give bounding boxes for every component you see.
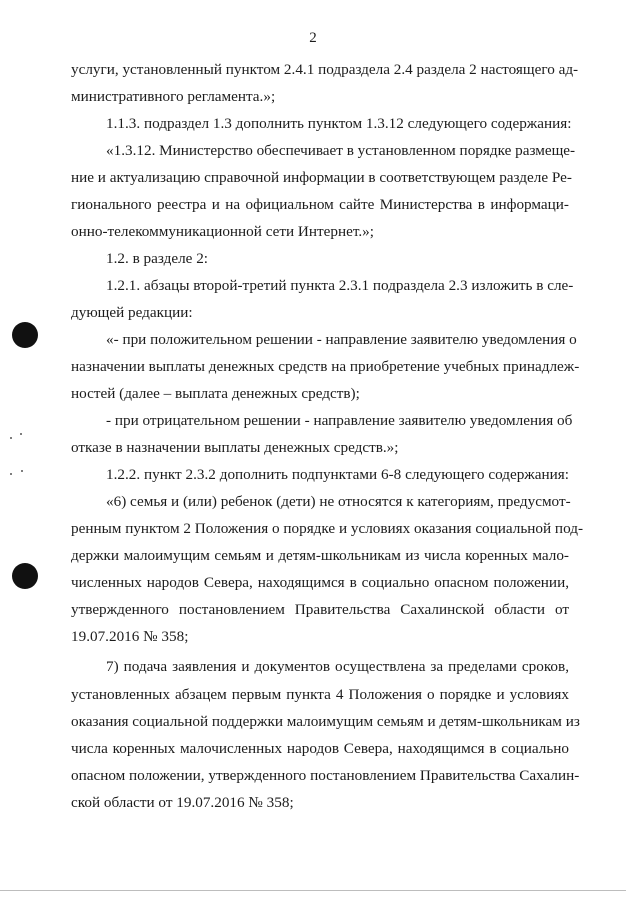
text-line: ской области от 19.07.2016 № 358; [71,794,294,811]
text-line: «- при положительном решении - направление заявителю уведомления о [106,331,577,348]
scan-speck [20,433,22,435]
text-line: дующей редакции: [71,304,193,321]
text-line: держки малоимущим семьям и детям-школьникам из числа коренных мало- [71,547,569,564]
text-line: ностей (далее – выплата денежных средств); [71,385,360,402]
text-line: услуги, установленный пунктом 2.4.1 подраздела 2.4 раздела 2 настоящего ад- [71,61,579,78]
text-line: 1.2. в разделе 2: [106,250,209,267]
text-line: оказания социальной поддержки малоимущим семьям и детям-школьникам из [71,713,580,730]
text-line: утвержденного постановлением Правительства Сахалинской области от [71,601,569,618]
scan-speck [10,437,12,439]
text-line: опасном положении, утвержденного постановлением Правительства Сахалин- [71,767,580,784]
text-line: отказе в назначении выплаты денежных средств.»; [71,439,399,456]
text-line: числа коренных малочисленных народов Севера, находящимся в социально [71,740,569,757]
scan-speck [21,470,23,472]
text-line: «6) семья и (или) ребенок (дети) не относятся к категориям, предусмот- [106,493,571,510]
punch-hole [12,322,38,348]
text-line: 1.1.3. подраздел 1.3 дополнить пунктом 1.3.12 следующего содержания: [106,115,572,132]
text-line: назначении выплаты денежных средств на приобретение учебных принадлеж- [71,358,580,375]
text-line: - при отрицательном решении - направление заявителю уведомления об [106,412,573,429]
text-line: гионального реестра и на официальном сайте Министерства в информаци- [71,196,569,213]
text-line: 1.2.2. пункт 2.3.2 дополнить подпунктами 6-8 следующего содержания: [106,466,569,483]
text-line: 7) подача заявления и документов осуществлена за пределами сроков, [106,658,569,675]
text-line: 19.07.2016 № 358; [71,628,189,645]
scan-edge-line [0,890,626,891]
scan-speck [10,473,12,475]
text-line: численных народов Севера, находящимся в социально опасном положении, [71,574,569,591]
text-line: 1.2.1. абзацы второй-третий пункта 2.3.1 подраздела 2.3 изложить в сле- [106,277,574,294]
text-line: установленных абзацем первым пункта 4 Положения о порядке и условиях [71,686,569,703]
text-line: министративного регламента.»; [71,88,276,105]
text-line: онно-телекоммуникационной сети Интернет.»; [71,223,374,240]
text-line: «1.3.12. Министерство обеспечивает в установленном порядке размеще- [106,142,576,159]
punch-hole [12,563,38,589]
text-line: ние и актуализацию справочной информации в соответствующем разделе Ре- [71,169,572,186]
page-number: 2 [309,30,317,46]
text-line: ренным пунктом 2 Положения о порядке и условиях оказания социальной под- [71,520,584,537]
